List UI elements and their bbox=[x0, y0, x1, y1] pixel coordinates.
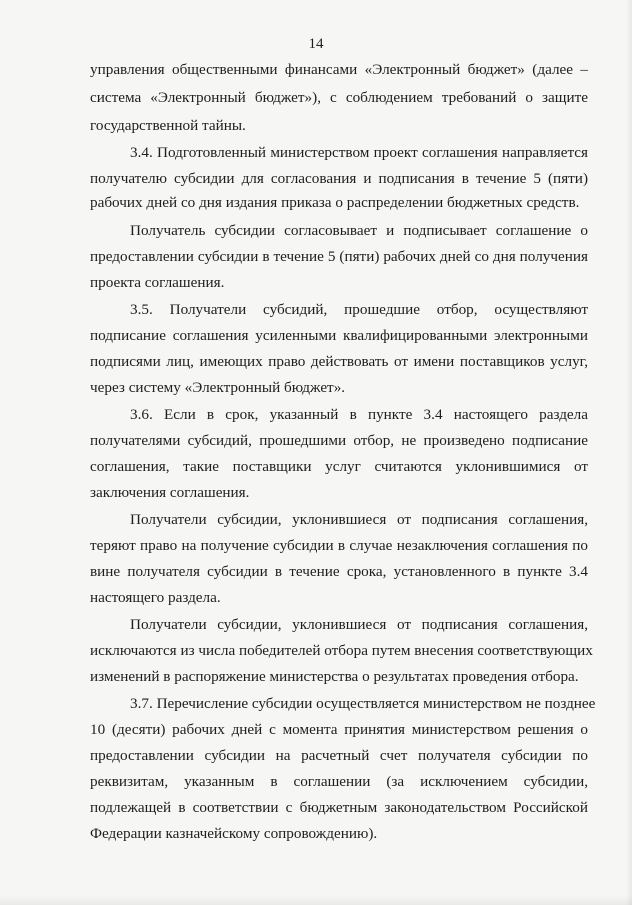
text-line: рабочих дней со дня издания приказа о распределении бюджетных средств. bbox=[90, 194, 580, 211]
page-number: 14 bbox=[308, 36, 324, 52]
text-line: соглашения, такие поставщики услуг считаются уклонившимися от bbox=[90, 458, 588, 475]
text-line: получателями субсидий, прошедшими отбор, не произведено подписание bbox=[90, 432, 588, 449]
text-line: 3.7. Перечисление субсидии осуществляется министерством не позднее bbox=[130, 695, 596, 712]
text-line: предоставлении субсидии в течение 5 (пяти) рабочих дней со дня получения bbox=[90, 248, 588, 265]
text-line: 3.6. Если в срок, указанный в пункте 3.4 настоящего раздела bbox=[130, 406, 588, 423]
text-line: система «Электронный бюджет»), с соблюдением требований о защите bbox=[90, 89, 588, 106]
page-edge-shadow bbox=[626, 0, 632, 905]
text-line: 10 (десяти) рабочих дней с момента принятия министерством решения о bbox=[90, 721, 588, 738]
text-line: 3.4. Подготовленный министерством проект соглашения направляется bbox=[130, 144, 588, 161]
text-line: подписание соглашения усиленными квалифицированными электронными bbox=[90, 327, 588, 344]
text-line: изменений в распоряжение министерства о результатах проведения отбора. bbox=[90, 668, 579, 685]
text-line: Получатели субсидии, уклонившиеся от подписания соглашения, bbox=[130, 511, 588, 528]
text-line: управления общественными финансами «Электронный бюджет» (далее – bbox=[90, 61, 588, 78]
text-line: Получатели субсидии, уклонившиеся от подписания соглашения, bbox=[130, 616, 588, 633]
text-line: государственной тайны. bbox=[90, 117, 246, 134]
text-line: вине получателя субсидии в течение срока, установленного в пункте 3.4 bbox=[90, 563, 588, 580]
text-line: теряют право на получение субсидии в случае незаключения соглашения по bbox=[90, 537, 588, 554]
text-line: Получатель субсидии согласовывает и подписывает соглашение о bbox=[130, 222, 588, 239]
text-line: предоставлении субсидии на расчетный счет получателя субсидии по bbox=[90, 747, 588, 764]
text-line: Федерации казначейскому сопровождению). bbox=[90, 825, 378, 842]
text-line: через систему «Электронный бюджет». bbox=[90, 379, 346, 396]
text-line: подлежащей в соответствии с бюджетным законодательством Российской bbox=[90, 799, 588, 816]
text-line: проекта соглашения. bbox=[90, 274, 225, 291]
text-line: исключаются из числа победителей отбора путем внесения соответствующих bbox=[90, 642, 593, 659]
text-line: 3.5. Получатели субсидий, прошедшие отбор, осуществляют bbox=[130, 301, 588, 318]
scan-bottom-edge bbox=[0, 895, 632, 905]
text-line: настоящего раздела. bbox=[90, 589, 221, 606]
text-line: заключения соглашения. bbox=[90, 484, 250, 501]
text-line: подписями лиц, имеющих право действовать от имени поставщиков услуг, bbox=[90, 353, 588, 370]
text-line: реквизитам, указанным в соглашении (за исключением субсидии, bbox=[90, 773, 588, 790]
text-line: получателю субсидии для согласования и подписания в течение 5 (пяти) bbox=[90, 170, 588, 187]
